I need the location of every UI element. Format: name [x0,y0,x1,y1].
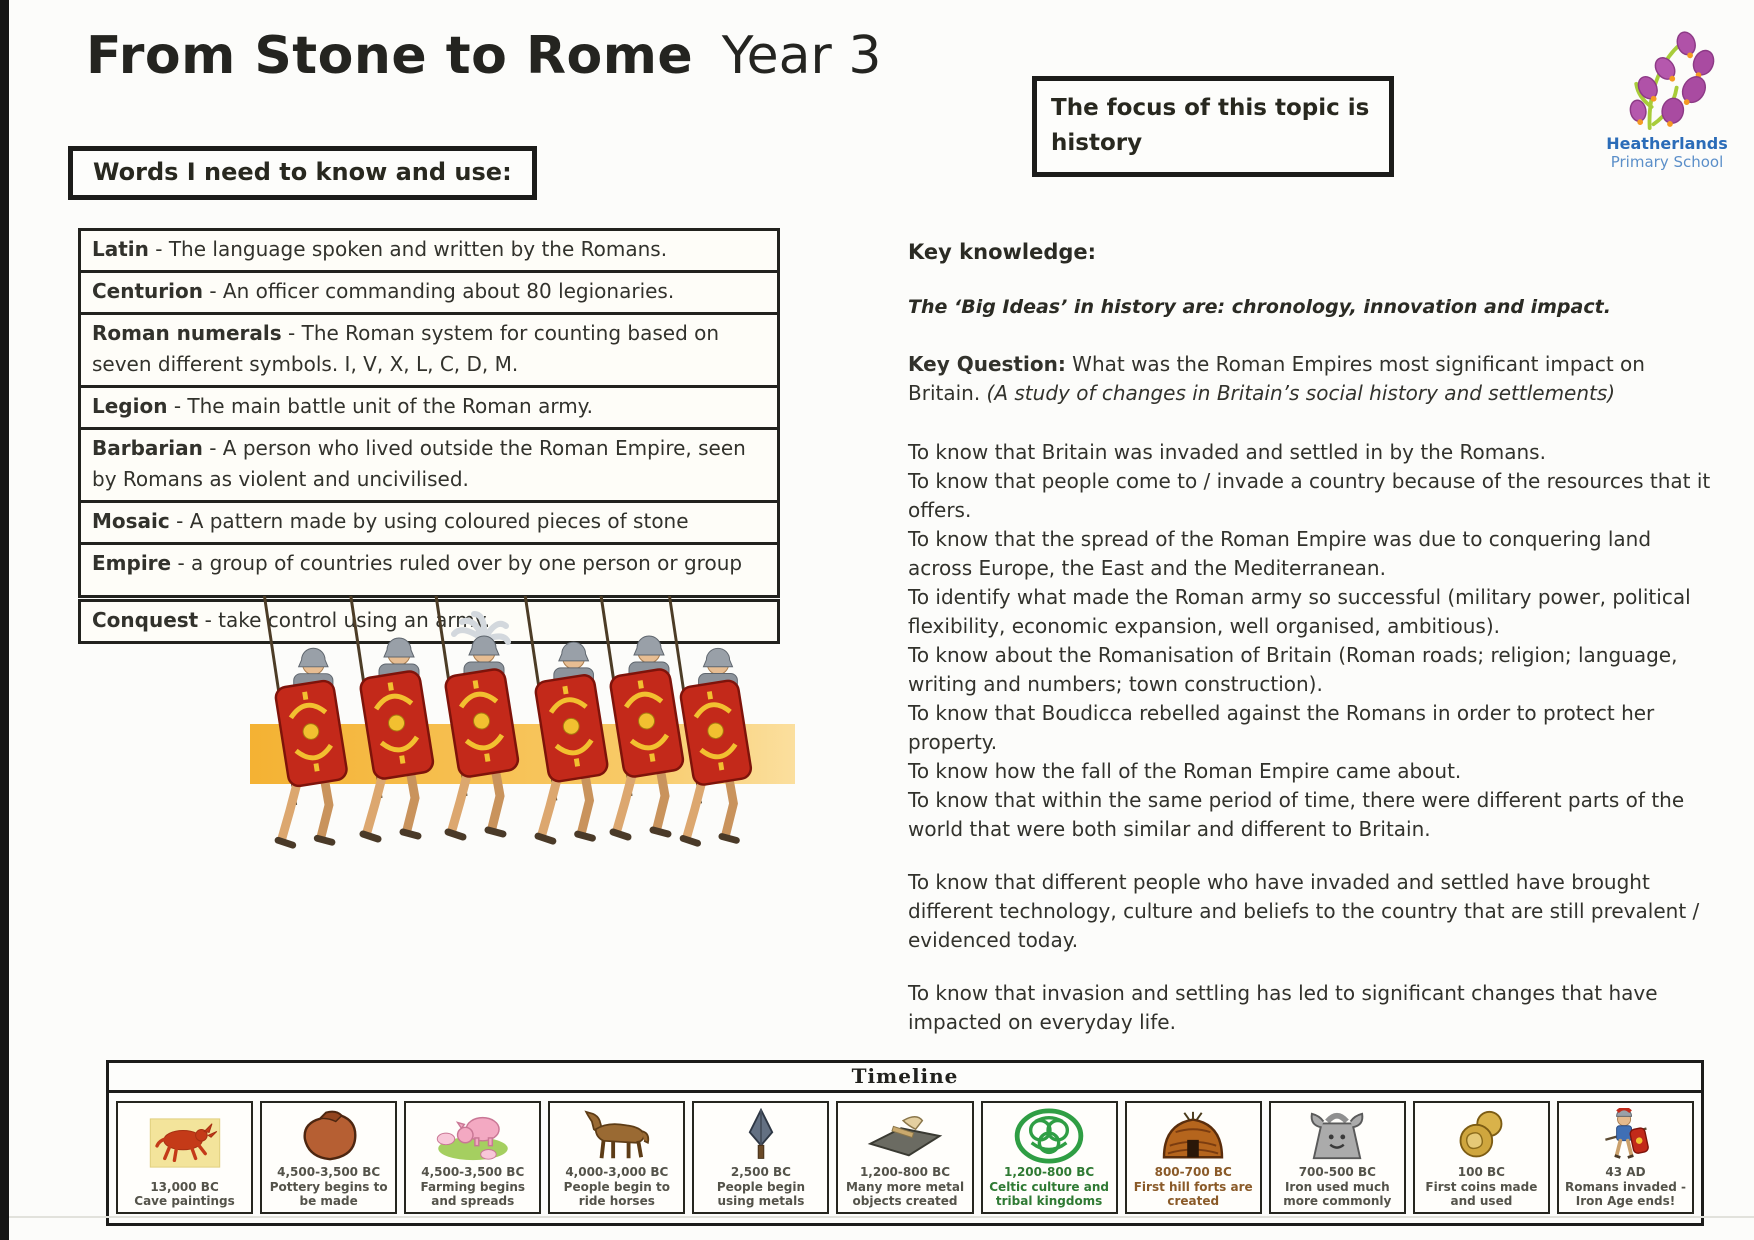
celtic-knot-icon [1011,1107,1087,1165]
timeline-event-date: 4,000-3,000 BC [565,1165,669,1179]
timeline-event-label: First coins made and used [1425,1179,1538,1209]
metal-objects-icon [863,1107,947,1165]
iron-icon [1297,1107,1377,1165]
timeline-event-date: 700-500 BC [1298,1165,1376,1179]
school-subtitle: Primary School [1610,153,1724,172]
school-logo [1592,30,1742,172]
timeline-event-date: 4,500-3,500 BC [421,1165,525,1179]
timeline-event [116,1101,253,1214]
vocabulary-table [78,228,780,644]
knowledge-point: To know that Boudicca rebelled against the Romans in order to protect her property. [908,701,1655,754]
roman-soldier-icon [1590,1107,1660,1165]
vocab-term: Conquest [92,608,199,632]
scan-left-edge [0,0,9,1240]
timeline-event [1125,1101,1262,1214]
vocab-row [78,542,780,598]
vocab-row [78,270,780,315]
vocab-definition: - A pattern made by using coloured pieces of stone [169,509,689,533]
timeline-event-date: 4,500-3,500 BC [277,1165,381,1179]
timeline-events-row [109,1093,1701,1223]
vocab-row [78,500,780,545]
vocab-term: Centurion [92,279,203,303]
timeline-event-label: Many more metal objects created [845,1179,965,1209]
knowledge-point: To know that Britain was invaded and settled in by the Romans. [908,440,1546,464]
timeline-event-label: Farming begins and spreads [420,1179,526,1209]
timeline-event [404,1101,541,1214]
school-name: Heatherlands [1606,134,1728,153]
timeline-event-date: 13,000 BC [150,1179,219,1194]
timeline-event [260,1101,397,1214]
timeline-event-date: 2,500 BC [730,1165,791,1179]
page-title [86,26,881,86]
key-question-note: (A study of changes in Britain’s social history and settlements) [986,381,1616,405]
knowledge-point: To know that the spread of the Roman Empire was due to conquering land across Europe, the East and the Mediterranean. [908,527,1652,580]
vocabulary-heading-box: Words I need to know and use: [68,146,537,200]
knowledge-closing-paragraph: To know that different people who have invaded and settled have brought different technology, culture and beliefs to the country that are still prevalent / evidenced today. [908,870,1700,952]
knowledge-point: To know that within the same period of time, there were different parts of the world that were both similar and different to Britain. [908,788,1685,841]
timeline-table [106,1060,1704,1226]
vocab-term: Roman numerals [92,321,282,345]
timeline-event-date: 43 AD [1605,1165,1646,1179]
timeline-event-label: First hill forts are created [1133,1179,1253,1209]
knowledge-point: To know about the Romanisation of Britain (Roman roads; religion; language, writing and numbers; town construction). [908,643,1678,696]
timeline-event-date: 1,200-800 BC [1004,1165,1095,1179]
scan-bottom-edge [9,1216,1754,1218]
timeline-event-label: People begin using metals [716,1179,805,1209]
vocab-definition: - The Roman system for counting based on seven different symbols. I, V, X, L, C, D, M. [92,321,720,376]
timeline-event [1413,1101,1550,1214]
timeline-event-date: 800-700 BC [1154,1165,1232,1179]
coins-icon [1448,1107,1514,1165]
timeline-event [1557,1101,1694,1214]
timeline-event-label: People begin to ride horses [563,1179,670,1209]
knowledge-point: To identify what made the Roman army so successful (military power, political flexibility, economic expansion, well organised, ambitious). [908,585,1691,638]
timeline-event-label: Celtic culture and tribal kingdoms [989,1179,1109,1209]
farming-icon [431,1107,515,1165]
vocab-term: Latin [92,237,149,261]
vocab-definition: - take control using an army. [198,608,491,632]
vocab-row [78,427,780,503]
timeline-event [981,1101,1118,1214]
timeline-event-date: 100 BC [1457,1165,1505,1179]
timeline-event-date: 1,200-800 BC [859,1165,951,1179]
key-knowledge-section [908,240,1713,1037]
vocab-definition: - The main battle unit of the Roman army. [167,394,594,418]
timeline-event [548,1101,685,1214]
cave-painting-icon [143,1107,227,1180]
vocab-term: Barbarian [92,436,203,460]
timeline-event [836,1101,973,1214]
topic-focus-box [1032,76,1394,177]
vocab-term: Mosaic [92,509,170,533]
vocab-row [78,312,780,388]
timeline-event-label: Cave paintings [134,1194,235,1209]
timeline-event [1269,1101,1406,1214]
vocab-definition: - a group of countries ruled over by one person or group [171,551,743,575]
page-title-main: From Stone to Rome [86,26,694,86]
key-question [908,350,1713,408]
heather-flower-icon [1607,115,1727,134]
big-ideas-statement: The ‘Big Ideas’ in history are: chronology, innovation and impact. [908,296,1611,318]
vocab-definition: - An officer commanding about 80 legionaries. [202,279,675,303]
vocab-definition: - A person who lived outside the Roman Empire, seen by Romans as violent and uncivilised. [92,436,746,491]
timeline-event-label: Iron used much more commonly [1283,1179,1392,1209]
horse-icon [577,1107,657,1165]
key-question-text: What was the Roman Empires most significant impact on Britain. [908,352,1645,405]
topic-focus-line1: The focus of this topic is [1051,95,1370,121]
knowledge-closing-paragraph: To know that invasion and settling has led to significant changes that have impacted on everyday life. [908,981,1658,1034]
topic-focus-line2: history [1051,129,1143,156]
spearhead-icon [733,1107,789,1165]
timeline-event-label: Romans invaded - Iron Age ends! [1564,1179,1686,1209]
vocab-row [78,228,780,273]
roman-soldiers-illustration [250,596,795,896]
vocab-term: Empire [92,551,172,575]
knowledge-point: To know how the fall of the Roman Empire came about. [908,759,1462,783]
timeline-event-label: Pottery begins to be made [269,1179,388,1209]
key-question-label: Key Question: [908,352,1066,376]
knowledge-closing-paragraphs [908,868,1713,1037]
knowledge-point: To know that people come to / invade a country because of the resources that it offers. [908,469,1711,522]
hillfort-icon [1155,1107,1231,1165]
timeline-event [692,1101,829,1214]
vocab-row [78,385,780,430]
pottery-icon [296,1107,362,1165]
knowledge-points [908,438,1713,844]
key-knowledge-heading: Key knowledge: [908,240,1097,264]
timeline-heading: Timeline [109,1063,1701,1093]
vocab-term: Legion [92,394,168,418]
page-title-year: Year 3 [721,26,882,86]
vocab-definition: - The language spoken and written by the Romans. [148,237,668,261]
